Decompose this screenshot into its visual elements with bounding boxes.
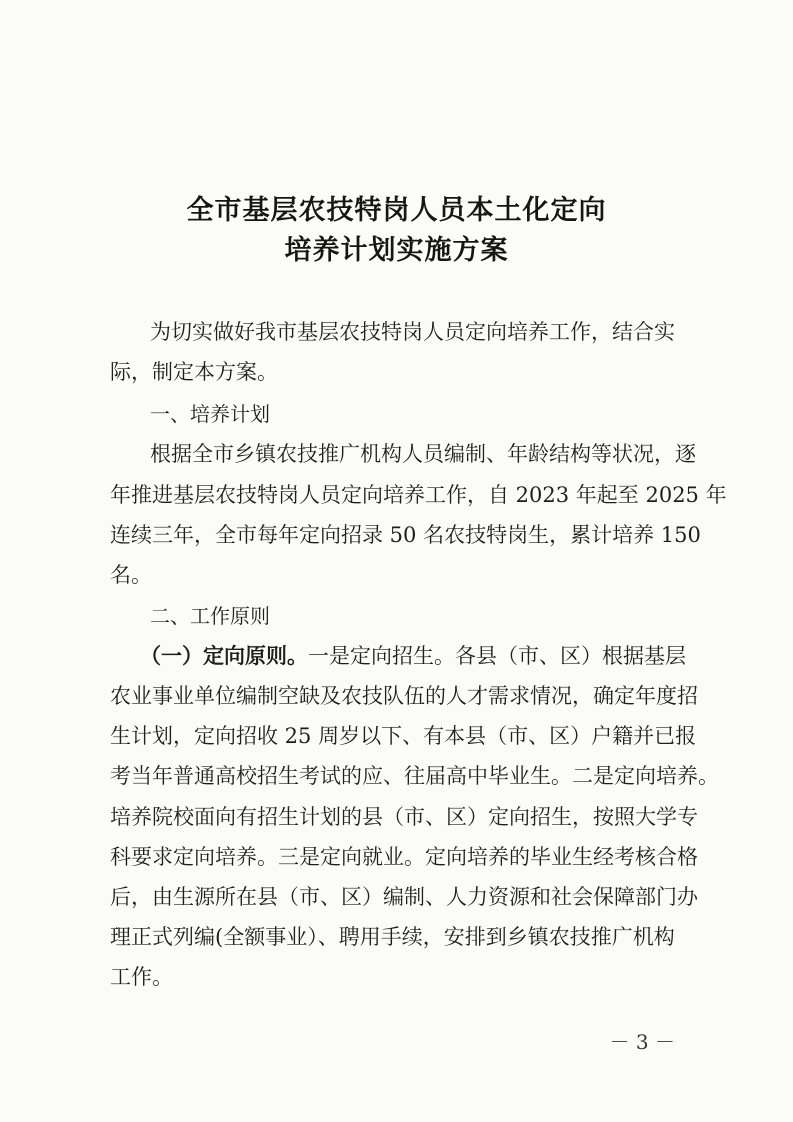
section-2-line-3: 生计划，定向招收 25 周岁以下、有本县（市、区）户籍并已报 bbox=[110, 724, 697, 748]
principle-1-text: 一是定向招生。各县（市、区）根据基层 bbox=[308, 644, 686, 668]
page-number: － 3 － bbox=[609, 1030, 675, 1054]
section-2-line-1 bbox=[140, 640, 686, 670]
intro-line-1: 为切实做好我市基层农技特岗人员定向培养工作，结合实 bbox=[150, 320, 675, 344]
section-2-line-5: 培养院校面向有招生计划的县（市、区）定向招生，按照大学专 bbox=[110, 805, 698, 829]
section-2-line-7: 后，由生源所在县（市、区）编制、人力资源和社会保障部门办 bbox=[110, 885, 698, 909]
section-1-line-3: 连续三年，全市每年定向招录 50 名农技特岗生，累计培养 150 bbox=[110, 523, 701, 547]
intro-line-2: 际，制定本方案。 bbox=[110, 360, 278, 384]
document-title-line-2: 培养计划实施方案 bbox=[284, 235, 509, 266]
section-1-line-4: 名。 bbox=[110, 563, 152, 587]
section-1-heading: 一、培养计划 bbox=[150, 402, 270, 426]
section-2-line-4: 考当年普通高校招生考试的应、往届高中毕业生。二是定向培养。 bbox=[110, 764, 719, 788]
section-2-heading: 二、工作原则 bbox=[150, 604, 270, 628]
section-2-line-9: 工作。 bbox=[110, 965, 173, 989]
document-title-line-1: 全市基层农技特岗人员本土化定向 bbox=[186, 195, 607, 226]
principle-1-heading: （一）定向原则。 bbox=[140, 644, 308, 668]
section-2-line-8: 理正式列编(全额事业）、聘用手续，安排到乡镇农技推广机构 bbox=[110, 925, 675, 949]
section-1-line-2: 年推进基层农技特岗人员定向培养工作，自 2023 年起至 2025 年 bbox=[110, 483, 727, 507]
section-1-line-1: 根据全市乡镇农技推广机构人员编制、年龄结构等状况，逐 bbox=[150, 442, 696, 466]
section-2-line-6: 科要求定向培养。三是定向就业。定向培养的毕业生经考核合格 bbox=[110, 845, 698, 869]
section-2-line-2: 农业事业单位编制空缺及农技队伍的人才需求情况，确定年度招 bbox=[110, 684, 698, 708]
